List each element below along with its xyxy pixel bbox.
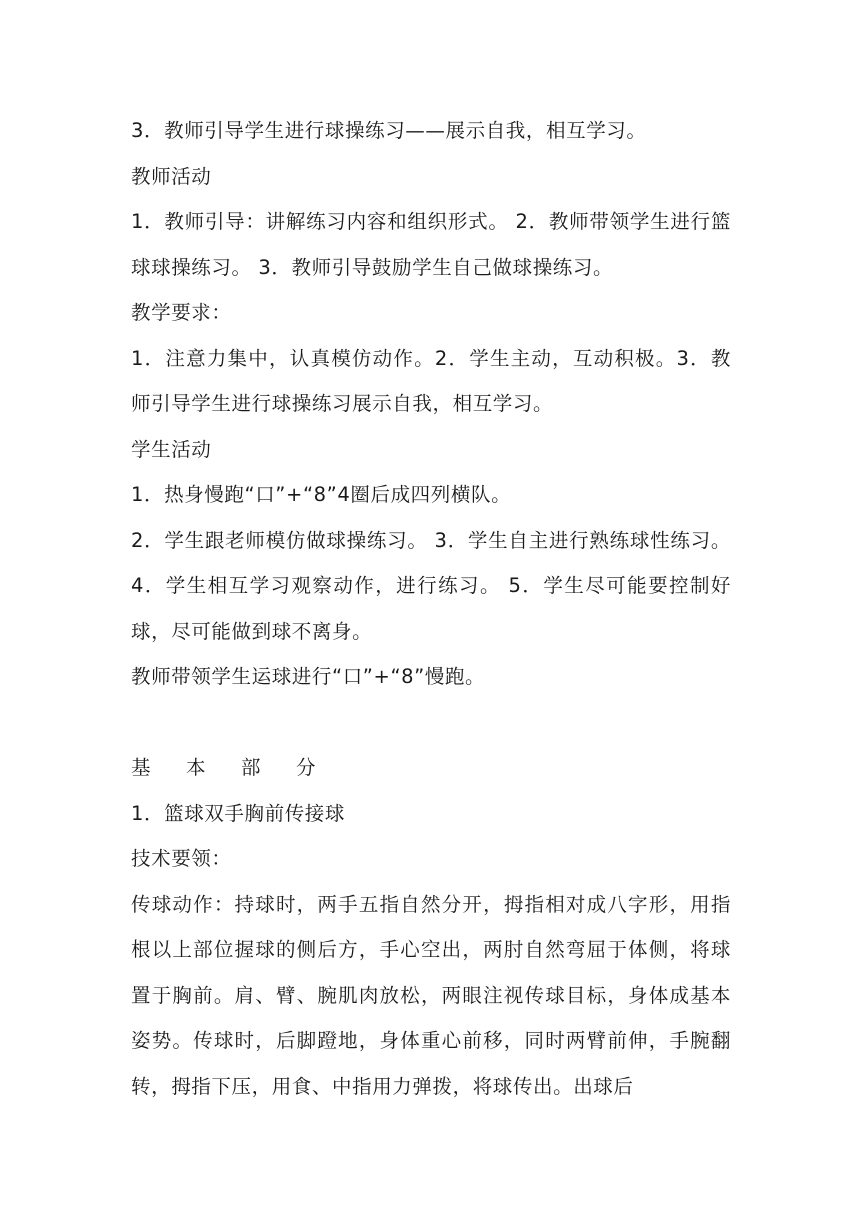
blank-line — [131, 700, 731, 746]
paragraph-teacher-guide-ball-exercise: 3．教师引导学生进行球操练习——展示自我，相互学习。 — [131, 119, 647, 142]
section-heading-char: 分 — [296, 756, 317, 779]
paragraph-student-activity-list: 2．学生跟老师模仿做球操练习。 3．学生自主进行熟练球性练习。 4．学生相互学习观察动作，进行练习。 5．学生尽可能要控制好球，尽可能做到球不离身。 — [131, 528, 731, 643]
paragraph-teacher-activity-list: 1．教师引导：讲解练习内容和组织形式。 2．教师带领学生进行篮球球操练习。 3．教师引导鼓励学生自己做球操练习。 — [131, 210, 731, 279]
heading-student-activity: 学生活动 — [131, 437, 212, 461]
heading-teacher-activity: 教师活动 — [131, 164, 212, 188]
section-heading-char: 基 — [131, 756, 152, 779]
section-heading-basic-part — [131, 745, 351, 791]
section-heading-char: 本 — [186, 756, 207, 779]
paragraph-dribble-jog: 教师带领学生运球进行“口”+“8”慢跑。 — [131, 665, 486, 688]
paragraph-teaching-requirements-list: 1．注意力集中，认真模仿动作。2．学生主动，互动积极。3．教师引导学生进行球操练习展示自我，相互学习。 — [131, 346, 731, 415]
document-body — [131, 108, 731, 1109]
paragraph-passing-technique: 传球动作：持球时，两手五指自然分开，拇指相对成八字形，用指根以上部位握球的侧后方，手心空出，两肘自然弯屈于体侧，将球置于胸前。肩、臂、腕肌肉放松，两眼注视传球目标，身体成基本姿势。传球时，后脚蹬地，身体重心前移，同时两臂前伸，手腕翻转，拇指下压，用食、中指用力弹拨，将球传出。出球后 — [131, 892, 731, 1098]
section-heading-char: 部 — [241, 756, 262, 779]
heading-technique-essentials: 技术要领： — [131, 847, 232, 870]
paragraph-chest-pass-title: 1．篮球双手胸前传接球 — [131, 801, 346, 825]
heading-teaching-requirements: 教学要求： — [131, 301, 232, 324]
paragraph-warmup-jog: 1．热身慢跑“口”+“8”4圈后成四列横队。 — [131, 483, 512, 506]
